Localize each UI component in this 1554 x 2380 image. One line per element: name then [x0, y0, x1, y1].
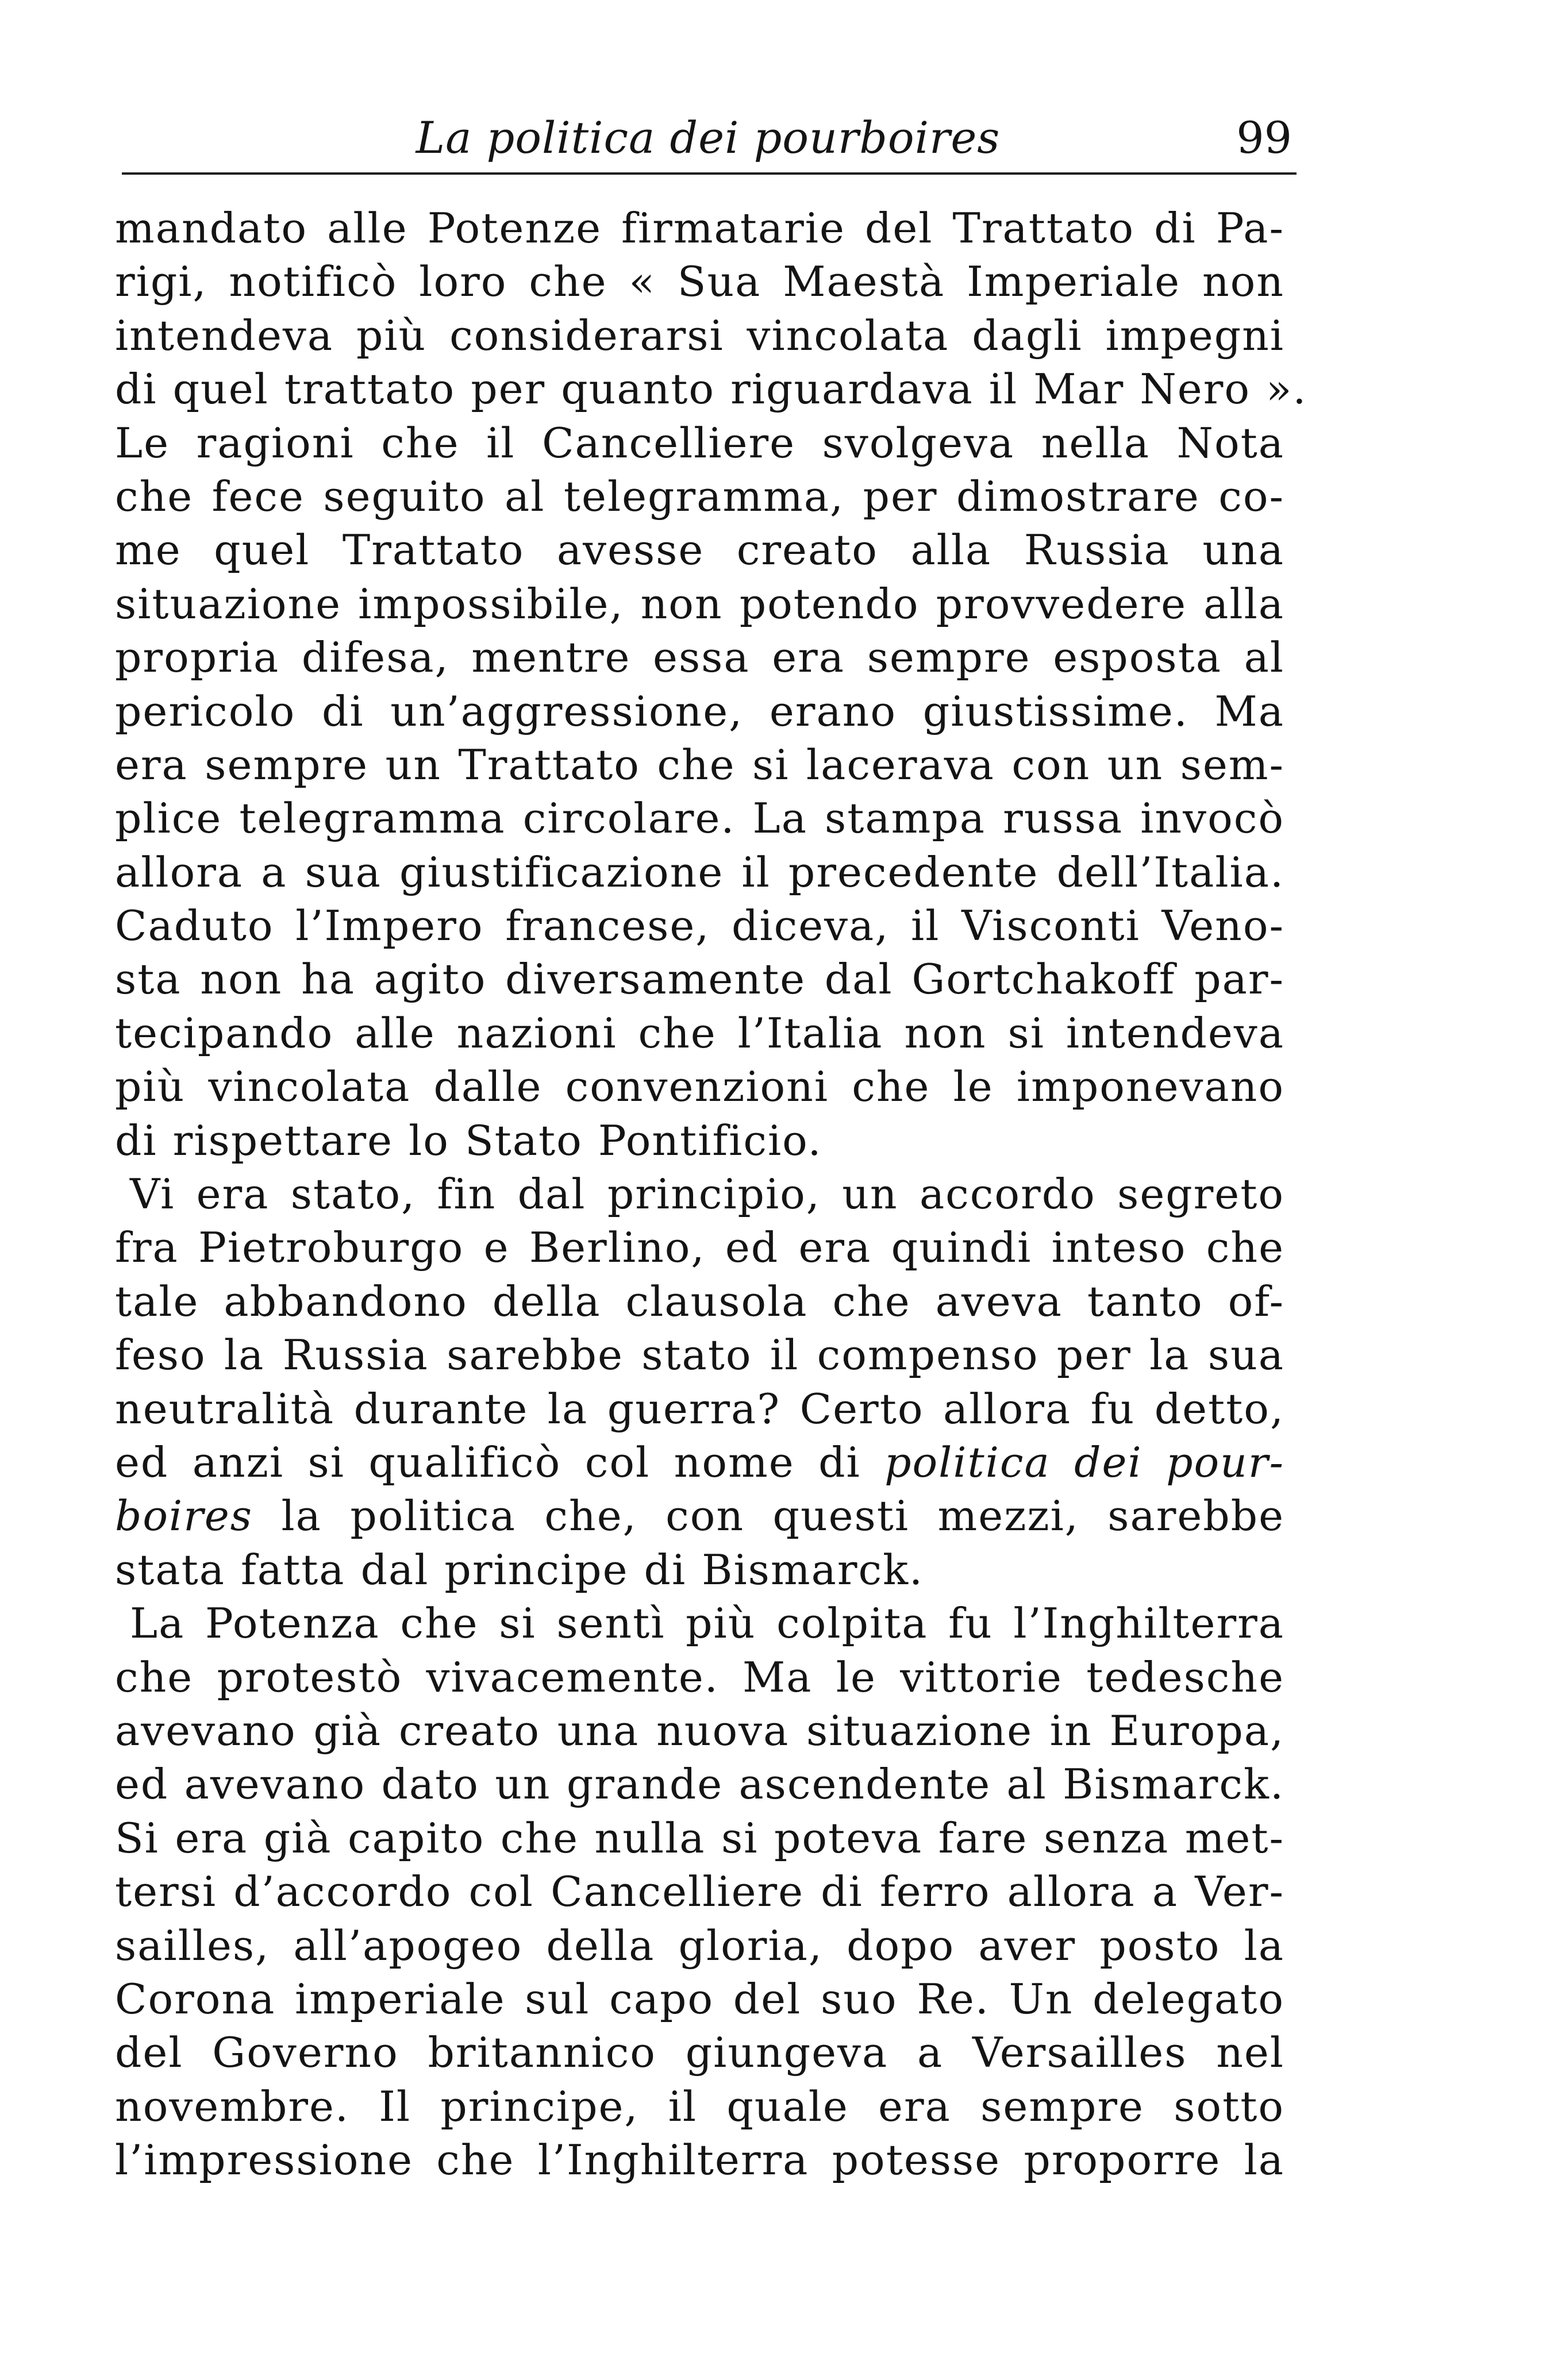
text-line: allora a sua giustificazione il precedente dell’Italia.: [115, 848, 1284, 897]
body-text: [115, 202, 1307, 2188]
text-line: intendeva più considerarsi vincolata dagli impegni: [115, 311, 1284, 360]
text-line: situazione impossibile, non potendo provvedere alla: [115, 580, 1284, 629]
text-line: pericolo di un’aggressione, erano giustissime. Ma: [115, 687, 1284, 736]
text-line: l’impressione che l’Inghilterra potesse proporre la: [115, 2136, 1284, 2185]
text-line-content: Vi era stato, fin dal principio, un accordo segreto: [130, 1170, 1284, 1219]
text-line: era sempre un Trattato che si lacerava con un sem-: [115, 741, 1284, 790]
text-line: tecipando alle nazioni che l’Italia non si intendeva: [115, 1009, 1284, 1058]
text-line: di quel trattato per quanto riguardava il Mar Nero ».: [115, 365, 1307, 414]
text-line: tersi d’accordo col Cancelliere di ferro allora a Ver-: [115, 1868, 1284, 1917]
text-line: Caduto l’Impero francese, diceva, il Visconti Veno-: [115, 902, 1284, 951]
text-line: stata fatta dal principe di Bismarck.: [115, 1546, 924, 1595]
text-line: del Governo britannico giungeva a Versailles nel: [115, 2029, 1284, 2078]
text-line-content: la politica che, con questi mezzi, sarebbe: [281, 1492, 1284, 1541]
text-line: neutralità durante la guerra? Certo allora fu detto,: [115, 1385, 1284, 1434]
text-line: fra Pietroburgo e Berlino, ed era quindi inteso che: [115, 1224, 1284, 1273]
text-line: plice telegramma circolare. La stampa russa invocò: [115, 795, 1284, 844]
text-line: rigi, notificò loro che « Sua Maestà Imperiale non: [115, 258, 1284, 307]
italic-phrase: boires: [115, 1492, 253, 1541]
text-line-content: La Potenza che si sentì più colpita fu l’Inghilterra: [130, 1600, 1284, 1649]
text-line: Si era già capito che nulla si poteva fare senza met-: [115, 1814, 1284, 1863]
italic-phrase: politica dei pour-: [884, 1438, 1284, 1487]
text-line: [115, 1490, 1284, 1543]
text-line: [115, 1168, 1284, 1222]
text-line: me quel Trattato avesse creato alla Russia una: [115, 526, 1284, 575]
running-title: La politica dei pourboires: [416, 112, 1001, 163]
text-line: [115, 1597, 1284, 1651]
text-line: di rispettare lo Stato Pontificio.: [115, 1116, 822, 1165]
text-line: sta non ha agito diversamente dal Gortchakoff par-: [115, 956, 1284, 1004]
paragraph-3: [115, 1597, 1284, 2188]
text-line: feso la Russia sarebbe stato il compenso per la sua: [115, 1331, 1284, 1380]
text-line: sailles, all’apogeo della gloria, dopo aver posto la: [115, 1921, 1284, 1970]
text-line: che fece seguito al telegramma, per dimostrare co-: [115, 472, 1284, 521]
text-line: mandato alle Potenze firmatarie del Trattato di Pa-: [115, 205, 1284, 253]
running-header: [120, 106, 1297, 170]
header-rule: [122, 172, 1297, 175]
text-line: Le ragioni che il Cancelliere svolgeva nella Nota: [115, 419, 1284, 468]
text-line: avevano già creato una nuova situazione in Europa,: [115, 1707, 1284, 1755]
page-number: 99: [1236, 112, 1292, 163]
text-line: [115, 1437, 1284, 1490]
text-line: Corona imperiale sul capo del suo Re. Un delegato: [115, 1975, 1284, 2024]
text-line-content: ed anzi si qualificò col nome di: [115, 1438, 861, 1487]
paragraph-1: [115, 202, 1307, 1168]
text-line: propria difesa, mentre essa era sempre esposta al: [115, 634, 1284, 683]
text-line: novembre. Il principe, il quale era sempre sotto: [115, 2082, 1284, 2131]
text-line: ed avevano dato un grande ascendente al Bismarck.: [115, 1761, 1284, 1809]
text-line: più vincolata dalle convenzioni che le imponevano: [115, 1063, 1284, 1112]
paragraph-2: [115, 1168, 1284, 1597]
text-line: tale abbandono della clausola che aveva tanto of-: [115, 1277, 1284, 1326]
text-line: che protestò vivacemente. Ma le vittorie tedesche: [115, 1653, 1284, 1702]
